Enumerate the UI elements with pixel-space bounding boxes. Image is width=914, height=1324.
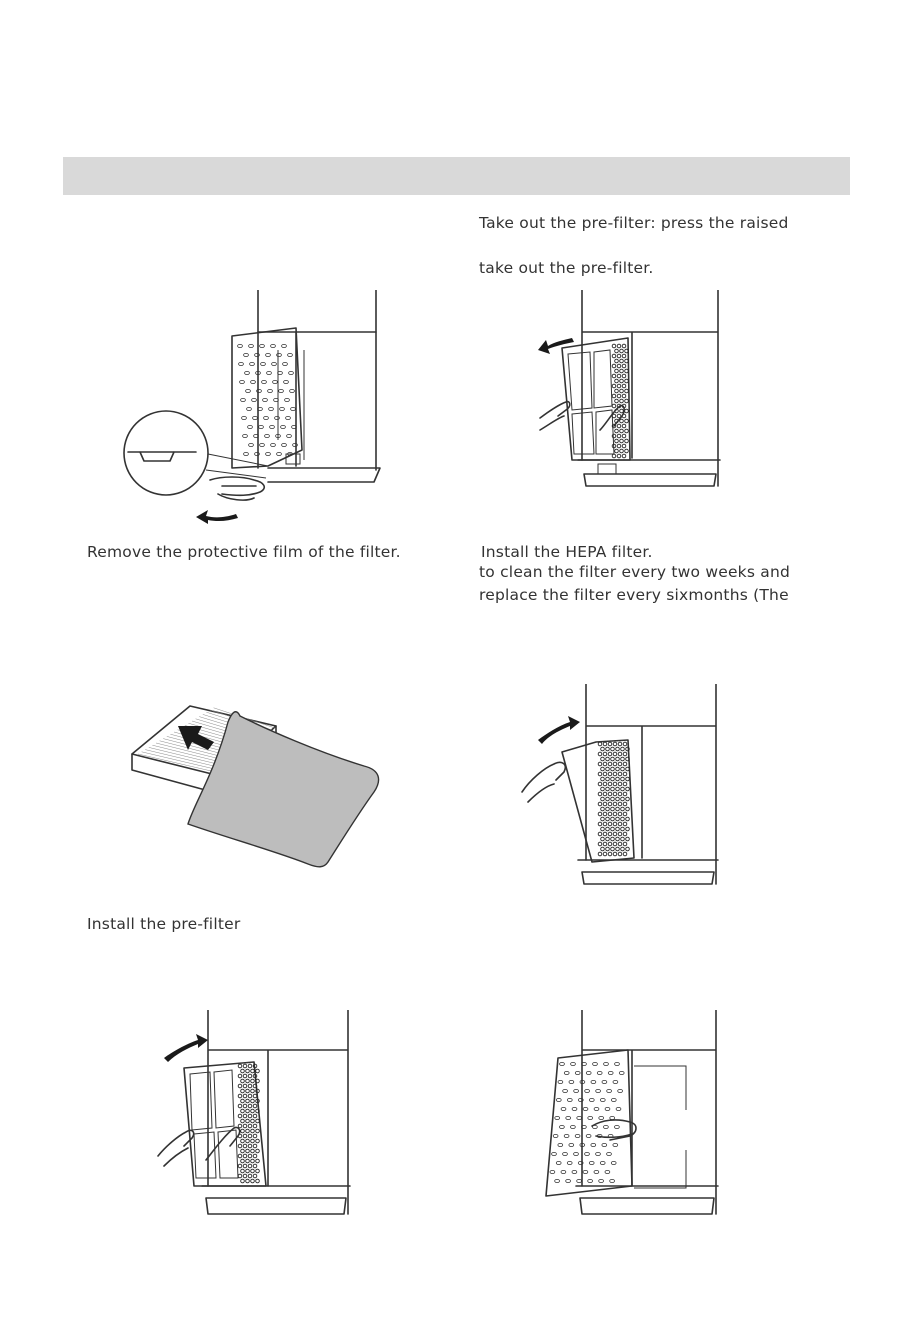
arrow-icon [538,716,580,744]
illustration-remove-film [128,704,388,874]
hand-icon [522,762,565,802]
step3-caption: Remove the protective film of the filter. [87,543,401,561]
illustration-install-hepa [518,684,728,889]
illustration-install-cover [540,1010,730,1220]
hand-icon [158,1130,194,1166]
step4-caption-line1: Install the HEPA filter. [481,543,653,561]
illustration-open-cover [118,290,388,525]
arrow-icon [178,726,214,750]
illustration-take-out-prefilter [530,290,730,490]
hand-icon [540,402,570,430]
magnifier-circle-icon [124,411,208,495]
illustration-install-prefilter [150,1010,360,1220]
step4-caption-line3: replace the filter every sixmonths (The [479,586,789,604]
step2-caption-line2: take out the pre-filter. [479,259,654,277]
hand-icon [210,477,264,500]
section-header-bar [63,157,850,195]
arrow-icon [538,338,574,354]
step5-caption: Install the pre-filter [87,915,241,933]
step2-caption-line1: Take out the pre-filter: press the raised [479,214,789,232]
arrow-icon [164,1034,208,1062]
step4-caption-line2: to clean the filter every two weeks and [479,563,791,581]
arrow-icon [196,510,238,524]
